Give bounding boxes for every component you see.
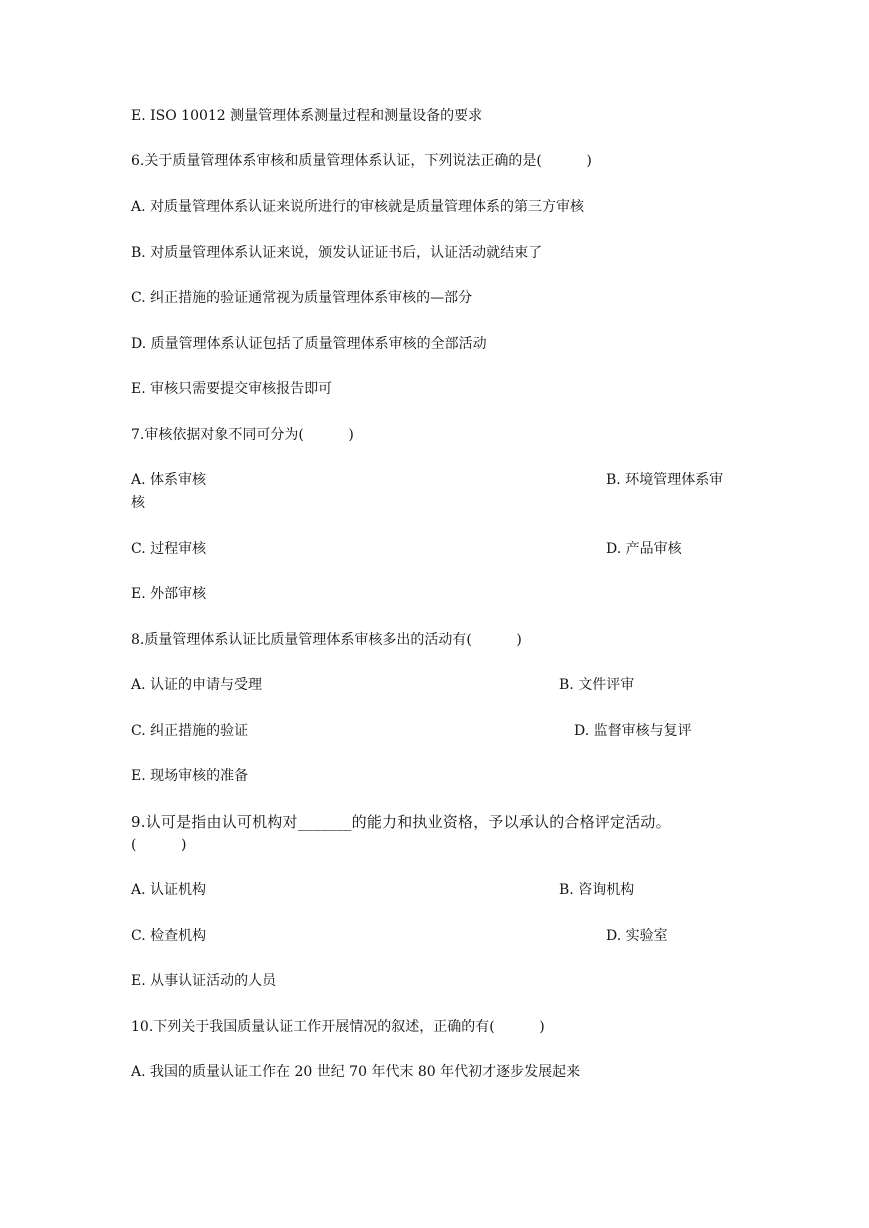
q5-option-e: E. ISO 10012 测量管理体系测量过程和测量设备的要求 [131, 108, 483, 124]
q6-option-a: A. 对质量管理体系认证来说所进行的审核就是质量管理体系的第三方审核 [131, 199, 585, 215]
q8-option-e: E. 现场审核的准备 [131, 768, 249, 784]
q8-question: 8.质量管理体系认证比质量管理体系审核多出的活动有( ) [131, 632, 522, 648]
q6-option-c: C. 纠正措施的验证通常视为质量管理体系审核的—部分 [131, 290, 473, 306]
q7-option-a: A. 体系审核 [131, 472, 207, 488]
q8-option-c: C. 纠正措施的验证 [131, 723, 249, 739]
q9-option-a: A. 认证机构 [131, 882, 207, 898]
q8-option-a: A. 认证的申请与受理 [131, 677, 263, 693]
q7-option-c: C. 过程审核 [131, 541, 207, 557]
q9-option-c: C. 检查机构 [131, 928, 207, 944]
q6-option-e: E. 审核只需要提交审核报告即可 [131, 381, 333, 397]
q9-option-d: D. 实验室 [606, 928, 668, 944]
q9-option-b: B. 咨询机构 [559, 882, 635, 898]
q10-option-a: A. 我国的质量认证工作在 20 世纪 70 年代末 80 年代初才逐步发展起来 [131, 1064, 581, 1080]
q6-option-b: B. 对质量管理体系认证来说，颁发认证证书后，认证活动就结束了 [131, 245, 543, 261]
q10-question: 10.下列关于我国质量认证工作开展情况的叙述，正确的有( ) [131, 1019, 545, 1035]
q9-answer-blank: ( ) [131, 837, 187, 853]
q7-option-d: D. 产品审核 [606, 541, 682, 557]
q6-option-d: D. 质量管理体系认证包括了质量管理体系审核的全部活动 [131, 336, 487, 352]
q6-question: 6.关于质量管理体系审核和质量管理体系认证，下列说法正确的是( ) [131, 153, 592, 169]
q8-option-b: B. 文件评审 [559, 677, 635, 693]
q9-question: 9.认可是指由认可机构对_______的能力和执业资格，予以承认的合格评定活动。 [131, 813, 671, 831]
q7-option-b-wrap: 核 [131, 495, 145, 511]
q8-option-d: D. 监督审核与复评 [574, 723, 692, 739]
q7-question: 7.审核依据对象不同可分为( ) [131, 427, 354, 443]
q9-option-e: E. 从事认证活动的人员 [131, 973, 277, 989]
q7-option-e: E. 外部审核 [131, 586, 207, 602]
q7-option-b: B. 环境管理体系审 [606, 472, 724, 488]
